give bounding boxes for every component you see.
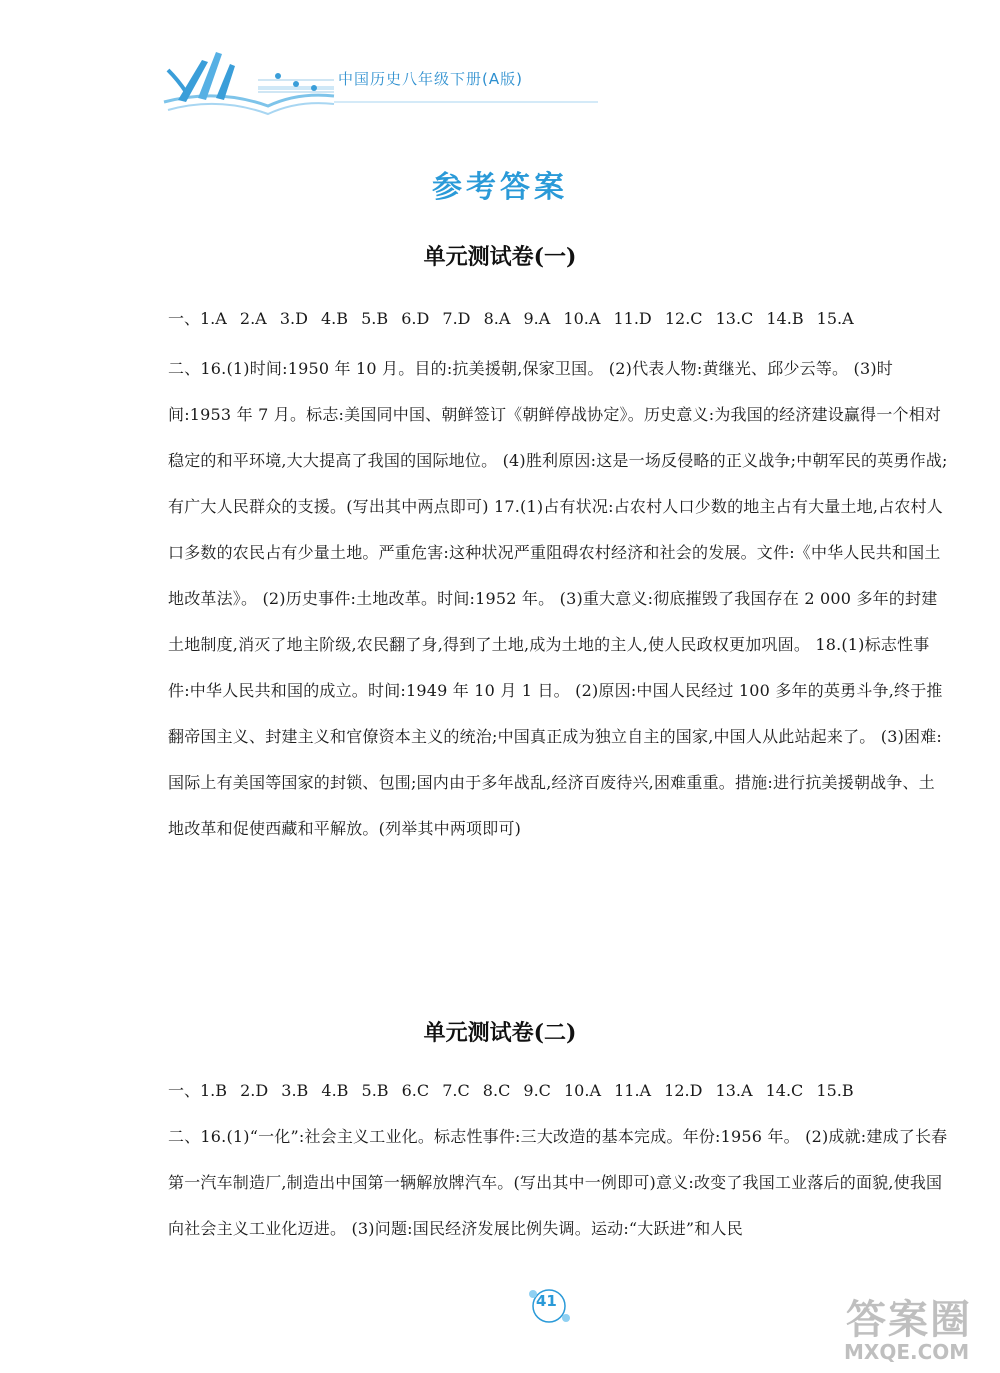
answer-paragraph-1: 二、16.(1)时间:1950 年 10 月。目的:抗美援朝,保家卫国。 (2)代表人物:黄继光、邱少云等。 (3)时间:1953 年 7 月。标志:美国同中国、朝鲜签订《朝鲜停战协定》。历史意义:为我国的经济建设赢得一个相对稳定的和平环境,大大提高了我国的国际地位。 (4)胜利原因:这是一场反侵略的正义战争;中朝军民的英勇作战;有广大人民群众的支援。(写出其中两点即可) 17.(1)占有状况:占农村人口少数的地主占有大量土地,占农村人口多数的农民占有少量土地。严重危害:这种状况严重阻碍农村经济和社会的发展。文件:《中华人民共和国土地改革法》。 (2)历史事件:土地改革。时间:1952 年。 (3)重大意义:彻底摧毁了我国存在 2 000 多年的封建土地制度,消灭了地主阶级,农民翻了身,得到了土地,成为土地的主人,使人民政权更加巩固。 18.(1)标志性事件:中华人民共和国的成立。时间:1949 年 10 月 1 日。 (2)原因:中国人民经过 100 多年的英勇斗争,终于推翻帝国主义、封建主义和官僚资本主义的统治;中国真正成为独立自主的国家,中国人从此站起来了。 (3)困难:国际上有美国等国家的封锁、包围;国内由于多年战乱,经济百废待兴,困难重重。措施:进行抗美援朝战争、土地改革和促使西藏和平解放。(列举其中两项即可) <box>168 359 948 838</box>
page-number: 41 <box>536 1292 557 1310</box>
watermark-url: MXQE.COM <box>844 1340 970 1364</box>
choice-answers-1: 一、1.A 2.A 3.D 4.B 5.B 6.D 7.D 8.A 9.A 10.A 11.D 12.C 13.C 14.B 15.A <box>168 309 854 328</box>
page-title: 参考答案 <box>432 170 568 205</box>
site-watermark <box>840 1288 990 1368</box>
watermark-logo-text: 答案圈 <box>846 1297 972 1343</box>
header-title: 中国历史八年级下册(A版) <box>338 70 523 88</box>
section-title-1: 单元测试卷(一) <box>423 244 577 270</box>
header-banner <box>158 40 598 120</box>
answer-paragraph-2: 二、16.(1)“一化”:社会主义工业化。标志性事件:三大改造的基本完成。年份:1956 年。 (2)成就:建成了长春第一汽车制造厂,制造出中国第一辆解放牌汽车。(写出其中一例即可)意义:改变了我国工业落后的面貌,使我国向社会主义工业化迈进。 (3)问题:国民经济发展比例失调。运动:“大跃进”和人民 <box>168 1127 948 1238</box>
page-number-badge <box>524 1286 574 1326</box>
choice-answers-2: 一、1.B 2.D 3.B 4.B 5.B 6.C 7.C 8.C 9.C 10.A 11.A 12.D 13.A 14.C 15.B <box>168 1081 854 1100</box>
section-title-2: 单元测试卷(二) <box>423 1020 577 1046</box>
